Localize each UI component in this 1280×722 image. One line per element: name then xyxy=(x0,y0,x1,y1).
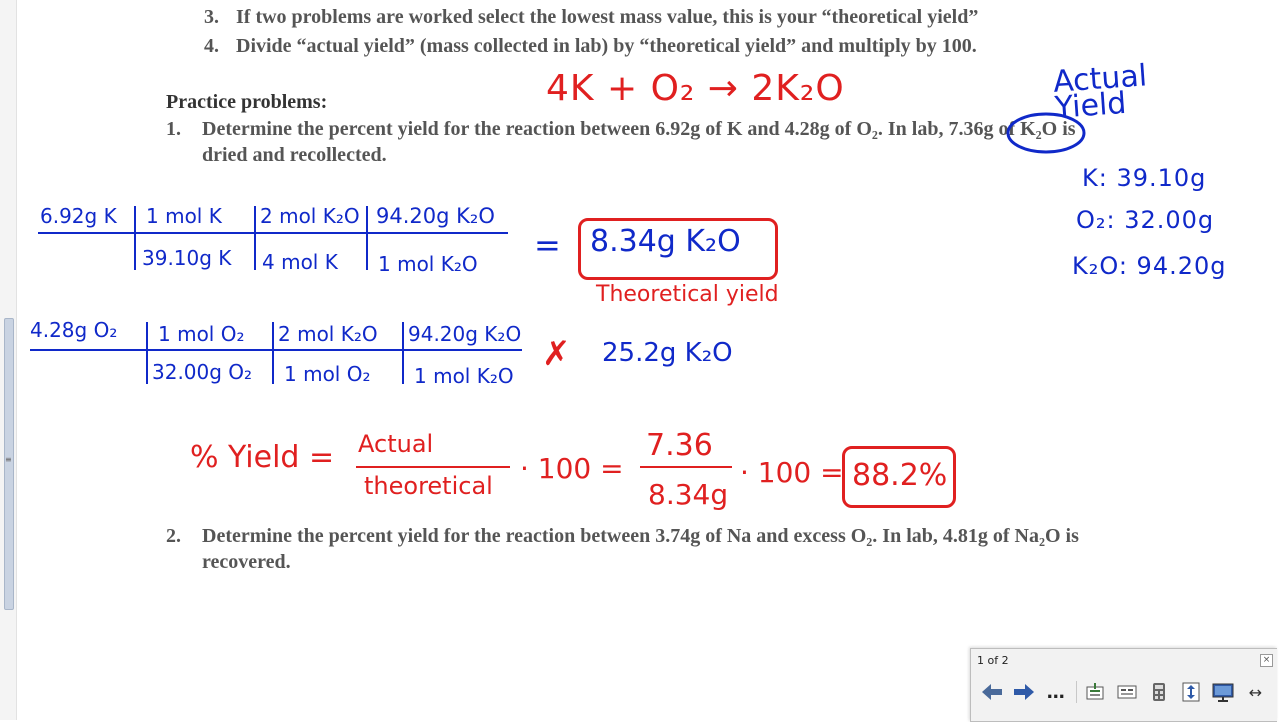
page-indicator: 1 of 2 xyxy=(977,654,1009,667)
step-text: Divide “actual yield” (mass collected in lab) by “theoretical yield” and multiply by 100. xyxy=(236,35,977,57)
balanced-equation: 4K + O₂ → 2K₂O xyxy=(546,68,845,109)
problem-2-line-2: recovered. xyxy=(202,551,291,573)
calc1-top-4: 94.20g K₂O xyxy=(376,204,495,228)
formula-multiply-2: · 100 = xyxy=(740,456,844,489)
calc1-divider xyxy=(134,206,136,270)
formula-fraction-line xyxy=(356,466,510,468)
calc2-top-3: 2 mol K₂O xyxy=(278,322,378,346)
calc1-result: 8.34g K₂O xyxy=(590,224,741,259)
final-answer: 88.2% xyxy=(852,458,948,493)
problem-2-line-1 xyxy=(166,525,1079,548)
calc1-divider xyxy=(254,206,256,270)
calc2-divider xyxy=(272,322,274,384)
right-edge-panel xyxy=(1274,170,1280,550)
calc2-bottom-1: 32.00g O₂ xyxy=(152,360,253,384)
calc1-equals: = xyxy=(534,226,561,264)
forward-arrow-icon[interactable] xyxy=(1009,679,1038,705)
calc2-top-4: 94.20g K₂O xyxy=(408,322,522,346)
add-page-icon[interactable] xyxy=(1080,679,1109,705)
step-text: If two problems are worked select the lowest mass value, this is your “theoretical yield” xyxy=(236,6,979,28)
calc2-bottom-3: 1 mol K₂O xyxy=(414,364,514,388)
calculator-icon[interactable] xyxy=(1145,679,1174,705)
fit-height-icon[interactable] xyxy=(1177,679,1206,705)
calc1-top-1: 6.92g K xyxy=(40,204,117,228)
problem-text: Determine the percent yield for the reaction between 3.74g of Na and excess O₂. In lab, 4.81g of Na₂O is xyxy=(202,525,1079,547)
step-4 xyxy=(204,35,977,58)
viewer-toolbar xyxy=(970,648,1277,722)
actual-yield-label: Actual Yield xyxy=(1051,58,1149,126)
percent-yield-label: % Yield = xyxy=(190,440,335,475)
problem-1-line-2: dried and recollected. xyxy=(202,144,387,166)
calc1-divider xyxy=(366,206,368,270)
step-3 xyxy=(204,6,978,29)
close-icon[interactable]: × xyxy=(1260,654,1273,667)
step-number: 4. xyxy=(204,35,219,57)
back-arrow-icon[interactable] xyxy=(977,679,1006,705)
calc2-top-1: 4.28g O₂ xyxy=(30,318,118,342)
molar-mass-k: K: 39.10g xyxy=(1082,164,1207,192)
molar-mass-o2: O₂: 32.00g xyxy=(1076,206,1215,234)
formula-denominator: theoretical xyxy=(364,472,493,500)
formula-value-line xyxy=(640,466,732,468)
problem-number: 1. xyxy=(166,118,181,140)
problem-number: 2. xyxy=(166,525,181,547)
calc2-top-2: 1 mol O₂ xyxy=(158,322,245,346)
calc2-fraction-line xyxy=(30,349,522,351)
calc1-bottom-3: 1 mol K₂O xyxy=(378,252,478,276)
reading-view-icon[interactable] xyxy=(1112,679,1141,705)
calc2-bottom-2: 1 mol O₂ xyxy=(284,362,371,386)
formula-numerator: Actual xyxy=(358,430,434,458)
cross-out-icon: ✗ xyxy=(542,334,571,374)
formula-numerator-value: 7.36 xyxy=(646,428,713,463)
formula-multiply: · 100 = xyxy=(520,452,624,485)
present-icon[interactable] xyxy=(1209,679,1238,705)
calc1-top-3: 2 mol K₂O xyxy=(260,204,360,228)
circle-highlight-icon xyxy=(1004,110,1088,156)
calc1-bottom-1: 39.10g K xyxy=(142,246,232,270)
problem-1-line-1 xyxy=(166,118,1076,141)
molar-mass-k2o: K₂O: 94.20g xyxy=(1072,252,1227,280)
problem-text: Determine the percent yield for the reaction between 6.92g of K and 4.28g of O₂. In lab, 7.36g of K₂O is xyxy=(202,118,1076,140)
calc1-top-2: 1 mol K xyxy=(146,204,222,228)
expand-icon[interactable]: ↔ xyxy=(1248,682,1263,702)
practice-heading: Practice problems: xyxy=(166,91,328,113)
calc1-fraction-line xyxy=(38,232,508,234)
toolbar-buttons xyxy=(977,677,1273,707)
calc1-bottom-2: 4 mol K xyxy=(262,250,338,274)
more-options-icon[interactable]: … xyxy=(1046,681,1065,703)
scroll-grip-icon: ≡ xyxy=(5,455,12,464)
calc2-divider xyxy=(146,322,148,384)
toolbar-separator xyxy=(1076,681,1077,703)
calc2-result: 25.2g K₂O xyxy=(602,338,733,368)
formula-denominator-value: 8.34g xyxy=(648,478,729,511)
step-number: 3. xyxy=(204,6,219,28)
theoretical-yield-label: Theoretical yield xyxy=(596,282,779,307)
calc2-divider xyxy=(402,322,404,384)
